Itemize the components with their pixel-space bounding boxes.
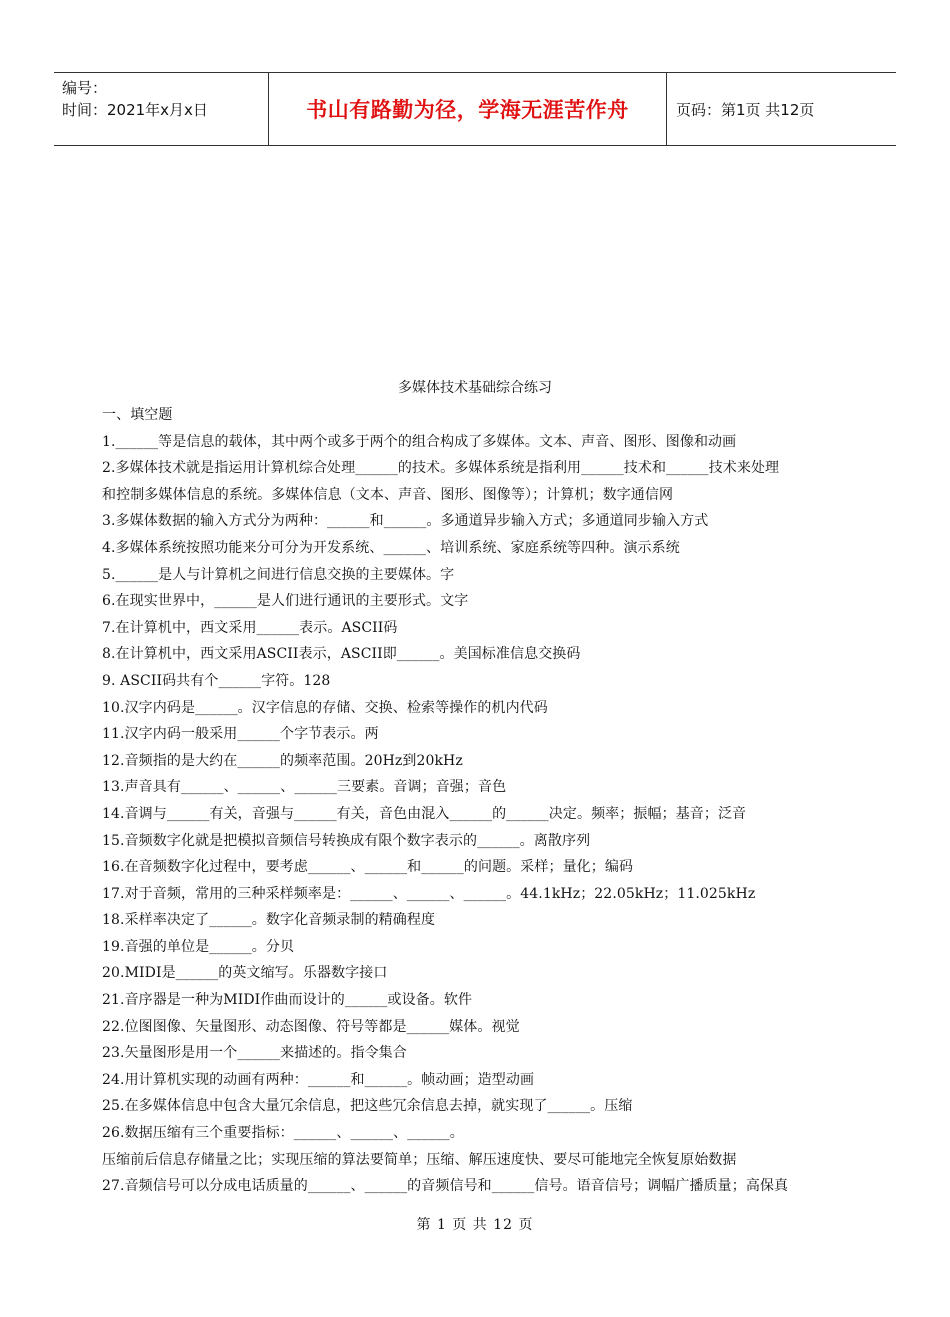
question-line: 1.______等是信息的载体，其中两个或多于两个的组合构成了多媒体。文本、声音、图形、图像和动画 bbox=[102, 433, 737, 450]
question-line: 13.声音具有______、______、______三要素。音调；音强；音色 bbox=[102, 779, 507, 796]
question-line: 25.在多媒体信息中包含大量冗余信息，把这些冗余信息去掉，就实现了______。压缩 bbox=[102, 1098, 633, 1115]
question-line: 8.在计算机中，西文采用ASCII表示，ASCII即______。美国标准信息交换码 bbox=[102, 646, 581, 663]
question-line: 3.多媒体数据的输入方式分为两种：______和______。多通道异步输入方式；多通道同步输入方式 bbox=[102, 513, 709, 530]
question-line: 18.采样率决定了______。数字化音频录制的精确程度 bbox=[102, 912, 436, 929]
question-line: 27.音频信号可以分成电话质量的______、______的音频信号和______信号。语音信号；调幅广播质量；高保真 bbox=[102, 1178, 789, 1195]
header-motto: 书山有路勤为径，学海无涯苦作舟 bbox=[306, 98, 629, 122]
question-line: 23.矢量图形是用一个______来描述的。指令集合 bbox=[102, 1045, 407, 1062]
document-time-label: 时间：2021年x月x日 bbox=[62, 101, 208, 119]
question-line: 21.音序器是一种为MIDI作曲而设计的______或设备。软件 bbox=[102, 992, 473, 1009]
question-line: 20.MIDI是______的英文缩写。乐器数字接口 bbox=[102, 965, 388, 982]
header-page-info: 页码：第1页 共12页 bbox=[676, 100, 815, 119]
section-heading: 一、填空题 bbox=[102, 407, 173, 423]
page-header bbox=[54, 72, 896, 146]
question-line: 22.位图图像、矢量图形、动态图像、符号等都是______媒体。视觉 bbox=[102, 1018, 520, 1035]
question-line: 19.音强的单位是______。分贝 bbox=[102, 938, 295, 955]
document-body bbox=[102, 402, 862, 1200]
question-line: 和控制多媒体信息的系统。多媒体信息（文本、声音、图形、图像等）；计算机；数字通信网 bbox=[102, 486, 674, 503]
question-line: 压缩前后信息存储量之比；实现压缩的算法要简单；压缩、解压速度快、要尽可能地完全恢复原始数据 bbox=[102, 1151, 737, 1168]
question-line: 15.音频数字化就是把模拟音频信号转换成有限个数字表示的______。离散序列 bbox=[102, 832, 591, 849]
header-divider bbox=[666, 73, 667, 145]
question-line: 10.汉字内码是______。汉字信息的存储、交换、检索等操作的机内代码 bbox=[102, 699, 548, 716]
question-line: 11.汉字内码一般采用______个字节表示。两 bbox=[102, 726, 379, 743]
question-line: 16.在音频数字化过程中，要考虑______、______和______的问题。采样；量化；编码 bbox=[102, 859, 634, 876]
page-footer: 第 1 页 共 12 页 bbox=[416, 1217, 534, 1233]
document-title: 多媒体技术基础综合练习 bbox=[398, 380, 552, 396]
question-line: 24.用计算机实现的动画有两种：______和______。帧动画；造型动画 bbox=[102, 1071, 535, 1088]
question-line: 17.对于音频，常用的三种采样频率是：______、______、______。44.1kHz；22.05kHz；11.025kHz bbox=[102, 885, 756, 902]
question-line: 2.多媒体技术就是指运用计算机综合处理______的技术。多媒体系统是指利用______技术和______技术来处理 bbox=[102, 460, 780, 477]
question-line: 7.在计算机中，西文采用______表示。ASCII码 bbox=[102, 619, 398, 636]
question-line: 26.数据压缩有三个重要指标：______、______、______。 bbox=[102, 1125, 464, 1142]
header-meta bbox=[62, 77, 272, 121]
question-line: 5.______是人与计算机之间进行信息交换的主要媒体。字 bbox=[102, 566, 455, 583]
question-line: 14.音调与______有关，音强与______有关，音色由混入______的______决定。频率；振幅；基音；泛音 bbox=[102, 805, 747, 822]
question-line: 6.在现实世界中，______是人们进行通讯的主要形式。文字 bbox=[102, 593, 469, 610]
question-line: 9. ASCII码共有个______字符。128 bbox=[102, 672, 331, 689]
document-number-label: 编号： bbox=[62, 79, 108, 97]
question-line: 12.音频指的是大约在______的频率范围。20Hz到20kHz bbox=[102, 752, 463, 769]
question-line: 4.多媒体系统按照功能来分可分为开发系统、______、培训系统、家庭系统等四种。演示系统 bbox=[102, 539, 680, 556]
